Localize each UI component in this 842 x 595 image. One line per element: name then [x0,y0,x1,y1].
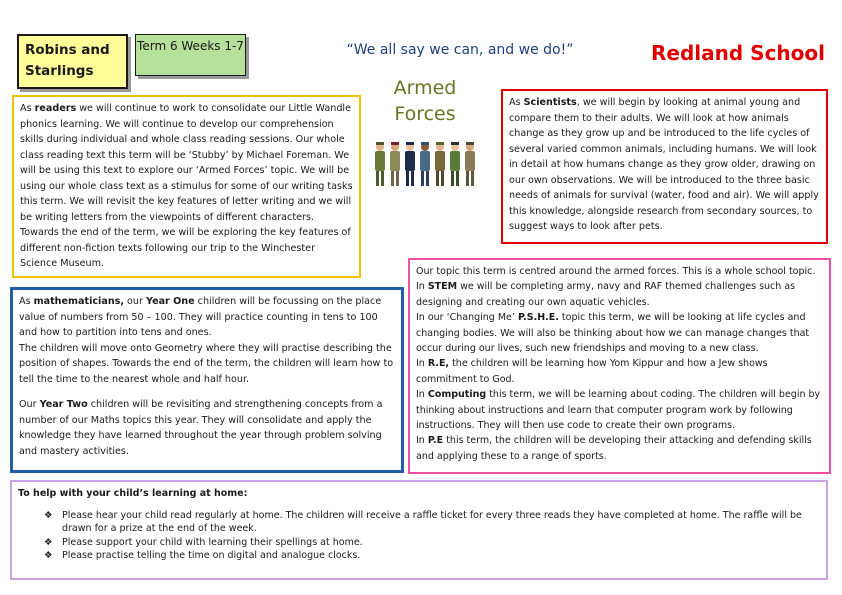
class-name: Robins and Starlings [25,42,110,79]
science-section [501,89,828,244]
computing-text: this term, we will be learning about coding. The children will begin by thinking about instructions and learn that computer program work by following instructions. They will then use code to create their own programs. [416,389,821,432]
year-one-label: Year One [146,296,195,307]
science-paragraph [509,95,820,235]
list-item-text: Please support your child with learning their spellings at home. [62,536,363,548]
pe-paragraph [416,433,823,464]
soldier-figure [435,142,445,186]
topic-title-line2: Forces [394,102,456,125]
topic-title-line1: Armed [393,77,457,99]
stem-keyword: STEM [427,281,458,293]
topic-intro-line: Our topic this term is centred around the armed forces. This is a whole school topic. [416,266,816,277]
soldier-figure [375,142,385,186]
topic-title [372,76,478,127]
list-item [44,536,820,550]
stem-text: we will be completing army, navy and RAF themed challenges such as designing and creating our own aquatic vehicles. [416,281,796,308]
year-two-intro: Our [19,399,40,410]
computing-keyword: Computing [427,389,487,401]
reading-keyword: readers [34,103,77,114]
soldier-figure [405,142,415,186]
diamond-bullet-icon: ❖ [44,536,53,548]
soldier-figure [420,142,430,186]
list-item-text: Please hear your child read regularly at home. The children will receive a raffle ticket for every three reads they have completed at home. The raffle will be drawn for a prize at the end of the week. [62,509,802,534]
armed-forces-illustration [370,140,482,190]
list-item [44,509,820,536]
maths-keyword: mathematicians, [33,296,124,307]
pe-keyword: P.E [427,435,444,447]
re-keyword: R.E, [427,358,450,370]
pshe-paragraph [416,310,823,356]
computing-intro: In [416,389,428,401]
year-two-label: Year Two [39,399,88,410]
re-paragraph [416,356,823,387]
pshe-intro: In our ‘Changing Me’ [416,312,518,324]
stem-paragraph [416,279,823,310]
list-item-text: Please practise telling the time on digital and analogue clocks. [62,550,361,561]
soldier-figure [390,142,400,186]
maths-year-one-paragraph [19,294,395,341]
science-text: , we will begin by looking at animal young and compare them to their adults. We will look at how animals change as they grow up and be introduced to the life cycles of several varied common animals, including humans. We will look in detail at how humans change as they grow older, drawing on our own observations. We will be introduced to the three basic needs of animals for survival (water, food and air). We will apply this knowledge, alongside research from secondary sources, to suggest ways to look after pets. [509,97,819,232]
school-motto: “We all say we can, and we do!” [346,42,574,58]
science-intro: As [509,97,524,108]
diamond-bullet-icon: ❖ [44,550,53,561]
maths-year-two-paragraph [19,397,395,459]
class-name-box [17,34,128,89]
home-learning-heading: To help with your child’s learning at home: [18,488,248,499]
pshe-keyword: P.S.H.E. [517,312,559,324]
term-label: Term 6 Weeks 1-7 [137,39,244,53]
pshe-text: topic this term, we will be looking at life cycles and changing bodies. We will also be thinking about how we can manage changes that occur during our lives, such new friendships and moving to a new class. [416,312,810,355]
list-item [44,549,820,563]
reading-paragraph [20,101,353,272]
maths-geometry-paragraph: The children will move onto Geometry where they will practise describing the position of shapes. Towards the end of the term, the children will learn how to tell the time to the nearest whole and half hour. [19,342,394,385]
paragraph-gap [19,387,395,397]
science-keyword: Scientists [523,97,577,108]
soldier-figure [465,142,475,186]
reading-text: we will continue to work to consolidate our Little Wandle phonics learning. We will continue to develop our comprehension skills during individual and whole class reading sessions. Our whole class reading text this term will be ‘Stubby’ by Michael Foreman. We will be using this text to explore our ‘Armed Forces’ topic. We will be using our whole class text as a stimulus for some of our writing tasks this term. We will revisit the key features of letter writing and we will be writing letters from the viewpoints of different characters. Towards the end of the term, we will be exploring the key features of different non-fiction texts following our trip to the Winchester Science Museum. [20,103,353,269]
topic-section [408,258,831,474]
maths-mid: our [124,296,146,307]
home-learning-list [18,509,820,563]
year-one-text: children will be focussing on the place value of numbers from 50 – 100. They will practice counting in tens to 100 and how to partition into tens and ones. [19,296,382,338]
reading-section [12,95,361,278]
re-text: the children will be learning how Yom Kippur and how a Jew shows commitment to God. [416,358,768,385]
maths-intro: As [19,296,34,307]
maths-section [10,287,404,473]
reading-intro: As [20,103,35,114]
re-intro: In [416,358,428,370]
computing-paragraph [416,387,823,433]
diamond-bullet-icon: ❖ [44,509,53,521]
pe-text: this term, the children will be developing their attacking and defending skills and applying these to a range of sports. [416,435,812,462]
stem-intro: In [416,281,428,293]
year-two-text: children will be revisiting and strengthening concepts from a number of our Maths topics this year. They will consolidate and apply the knowledge they have learned throughout the year through problem solving and mastery activities. [19,399,383,457]
pe-intro: In [416,435,428,447]
home-learning-section [10,480,828,580]
soldier-figure [450,142,460,186]
school-name: Redland School [651,41,825,65]
term-box [135,34,246,76]
